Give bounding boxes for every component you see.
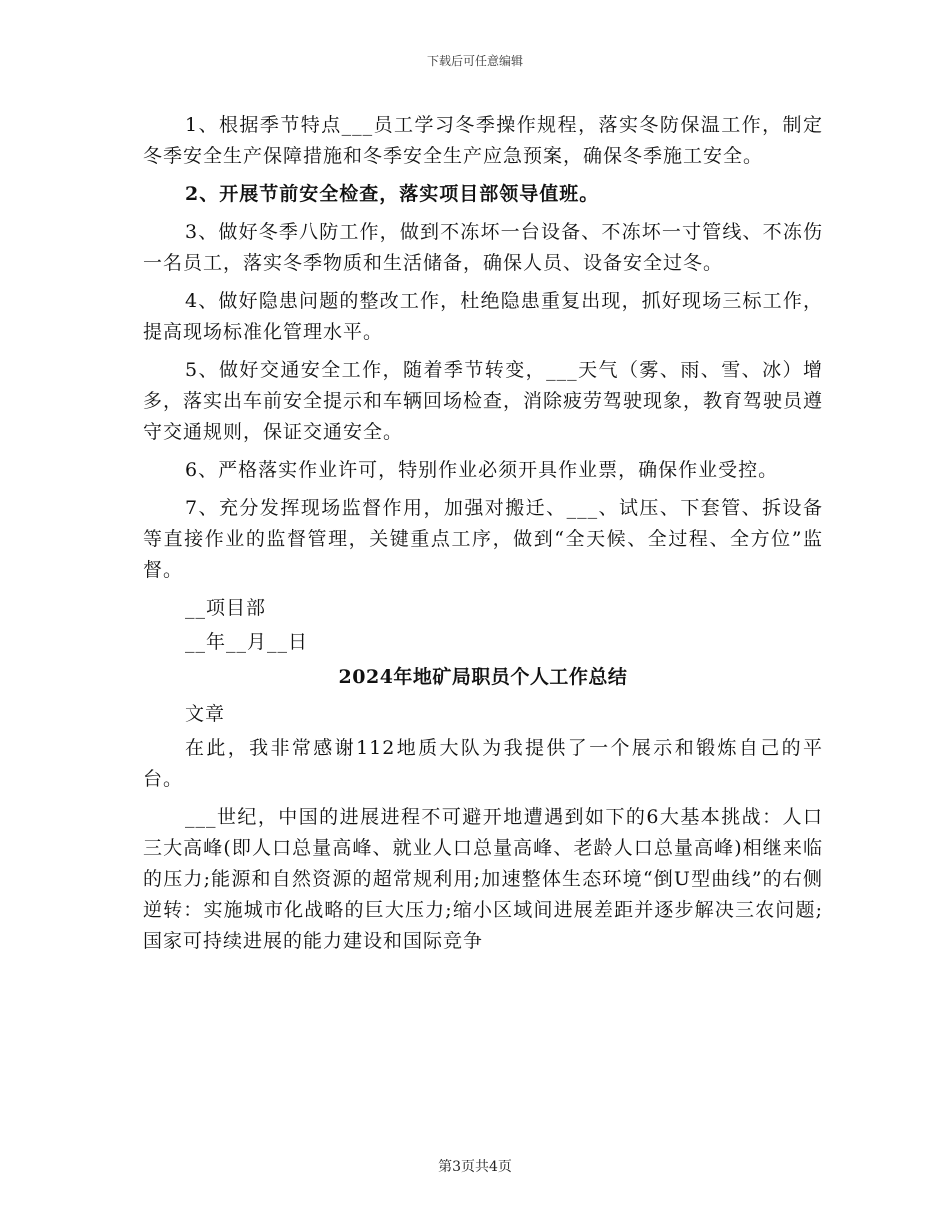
summary-paragraph-2: ___世纪，中国的进展进程不可避开地遭遇到如下的6大基本挑战：人口三大高峰(即人口总量高峰、就业人口总量高峰、老龄人口总量高峰)相继来临的压力;能源和自然资源的超常规利用;加速整体生态环境“倒U型曲线”的右侧逆转：实施城市化战略的巨大压力;缩小区域间进展差距并逐步解决三农问题;国家可持续进展的能力建设和国际竞争 xyxy=(143,806,823,952)
section-title: 2024年地矿局职员个人工作总结 xyxy=(338,666,628,688)
paragraph-item-3: 3、做好冬季八防工作，做到不冻坏一台设备、不冻坏一寸管线、不冻伤一名员工，落实冬季物质和生活储备，确保人员、设备安全过冬。 xyxy=(143,221,823,274)
paragraph-item-4: 4、做好隐患问题的整改工作，杜绝隐患重复出现，抓好现场三标工作，提高现场标准化管理水平。 xyxy=(143,290,823,343)
document-body xyxy=(143,110,823,964)
page-number: 第3页共4页 xyxy=(438,1159,512,1175)
summary-paragraph-1: 在此，我非常感谢112地质大队为我提供了一个展示和锻炼自己的平台。 xyxy=(143,737,823,790)
paragraph-item-6: 6、严格落实作业许可，特别作业必须开具作业票，确保作业受控。 xyxy=(185,459,779,481)
signature-line: __项目部 xyxy=(185,597,267,619)
paragraph-item-7: 7、充分发挥现场监督作用，加强对搬迁、___、试压、下套管、拆设备等直接作业的监督管理，关键重点工序，做到“全天候、全过程、全方位”监督。 xyxy=(143,497,823,581)
paragraph-item-2: 2、开展节前安全检查，落实项目部领导值班。 xyxy=(185,183,600,205)
page-header: 下载后可任意编辑 xyxy=(426,54,523,68)
paragraph-item-5: 5、做好交通安全工作，随着季节转变，___天气（雾、雨、雪、冰）增多，落实出车前安全提示和车辆回场检查，消除疲劳驾驶现象，教育驾驶员遵守交通规则，保证交通安全。 xyxy=(143,359,824,443)
paragraph-item-1: 1、根据季节特点___员工学习冬季操作规程，落实冬防保温工作，制定冬季安全生产保障措施和冬季安全生产应急预案，确保冬季施工安全。 xyxy=(143,114,823,167)
date-line: __年__月__日 xyxy=(185,631,309,653)
article-label: 文章 xyxy=(185,703,226,725)
